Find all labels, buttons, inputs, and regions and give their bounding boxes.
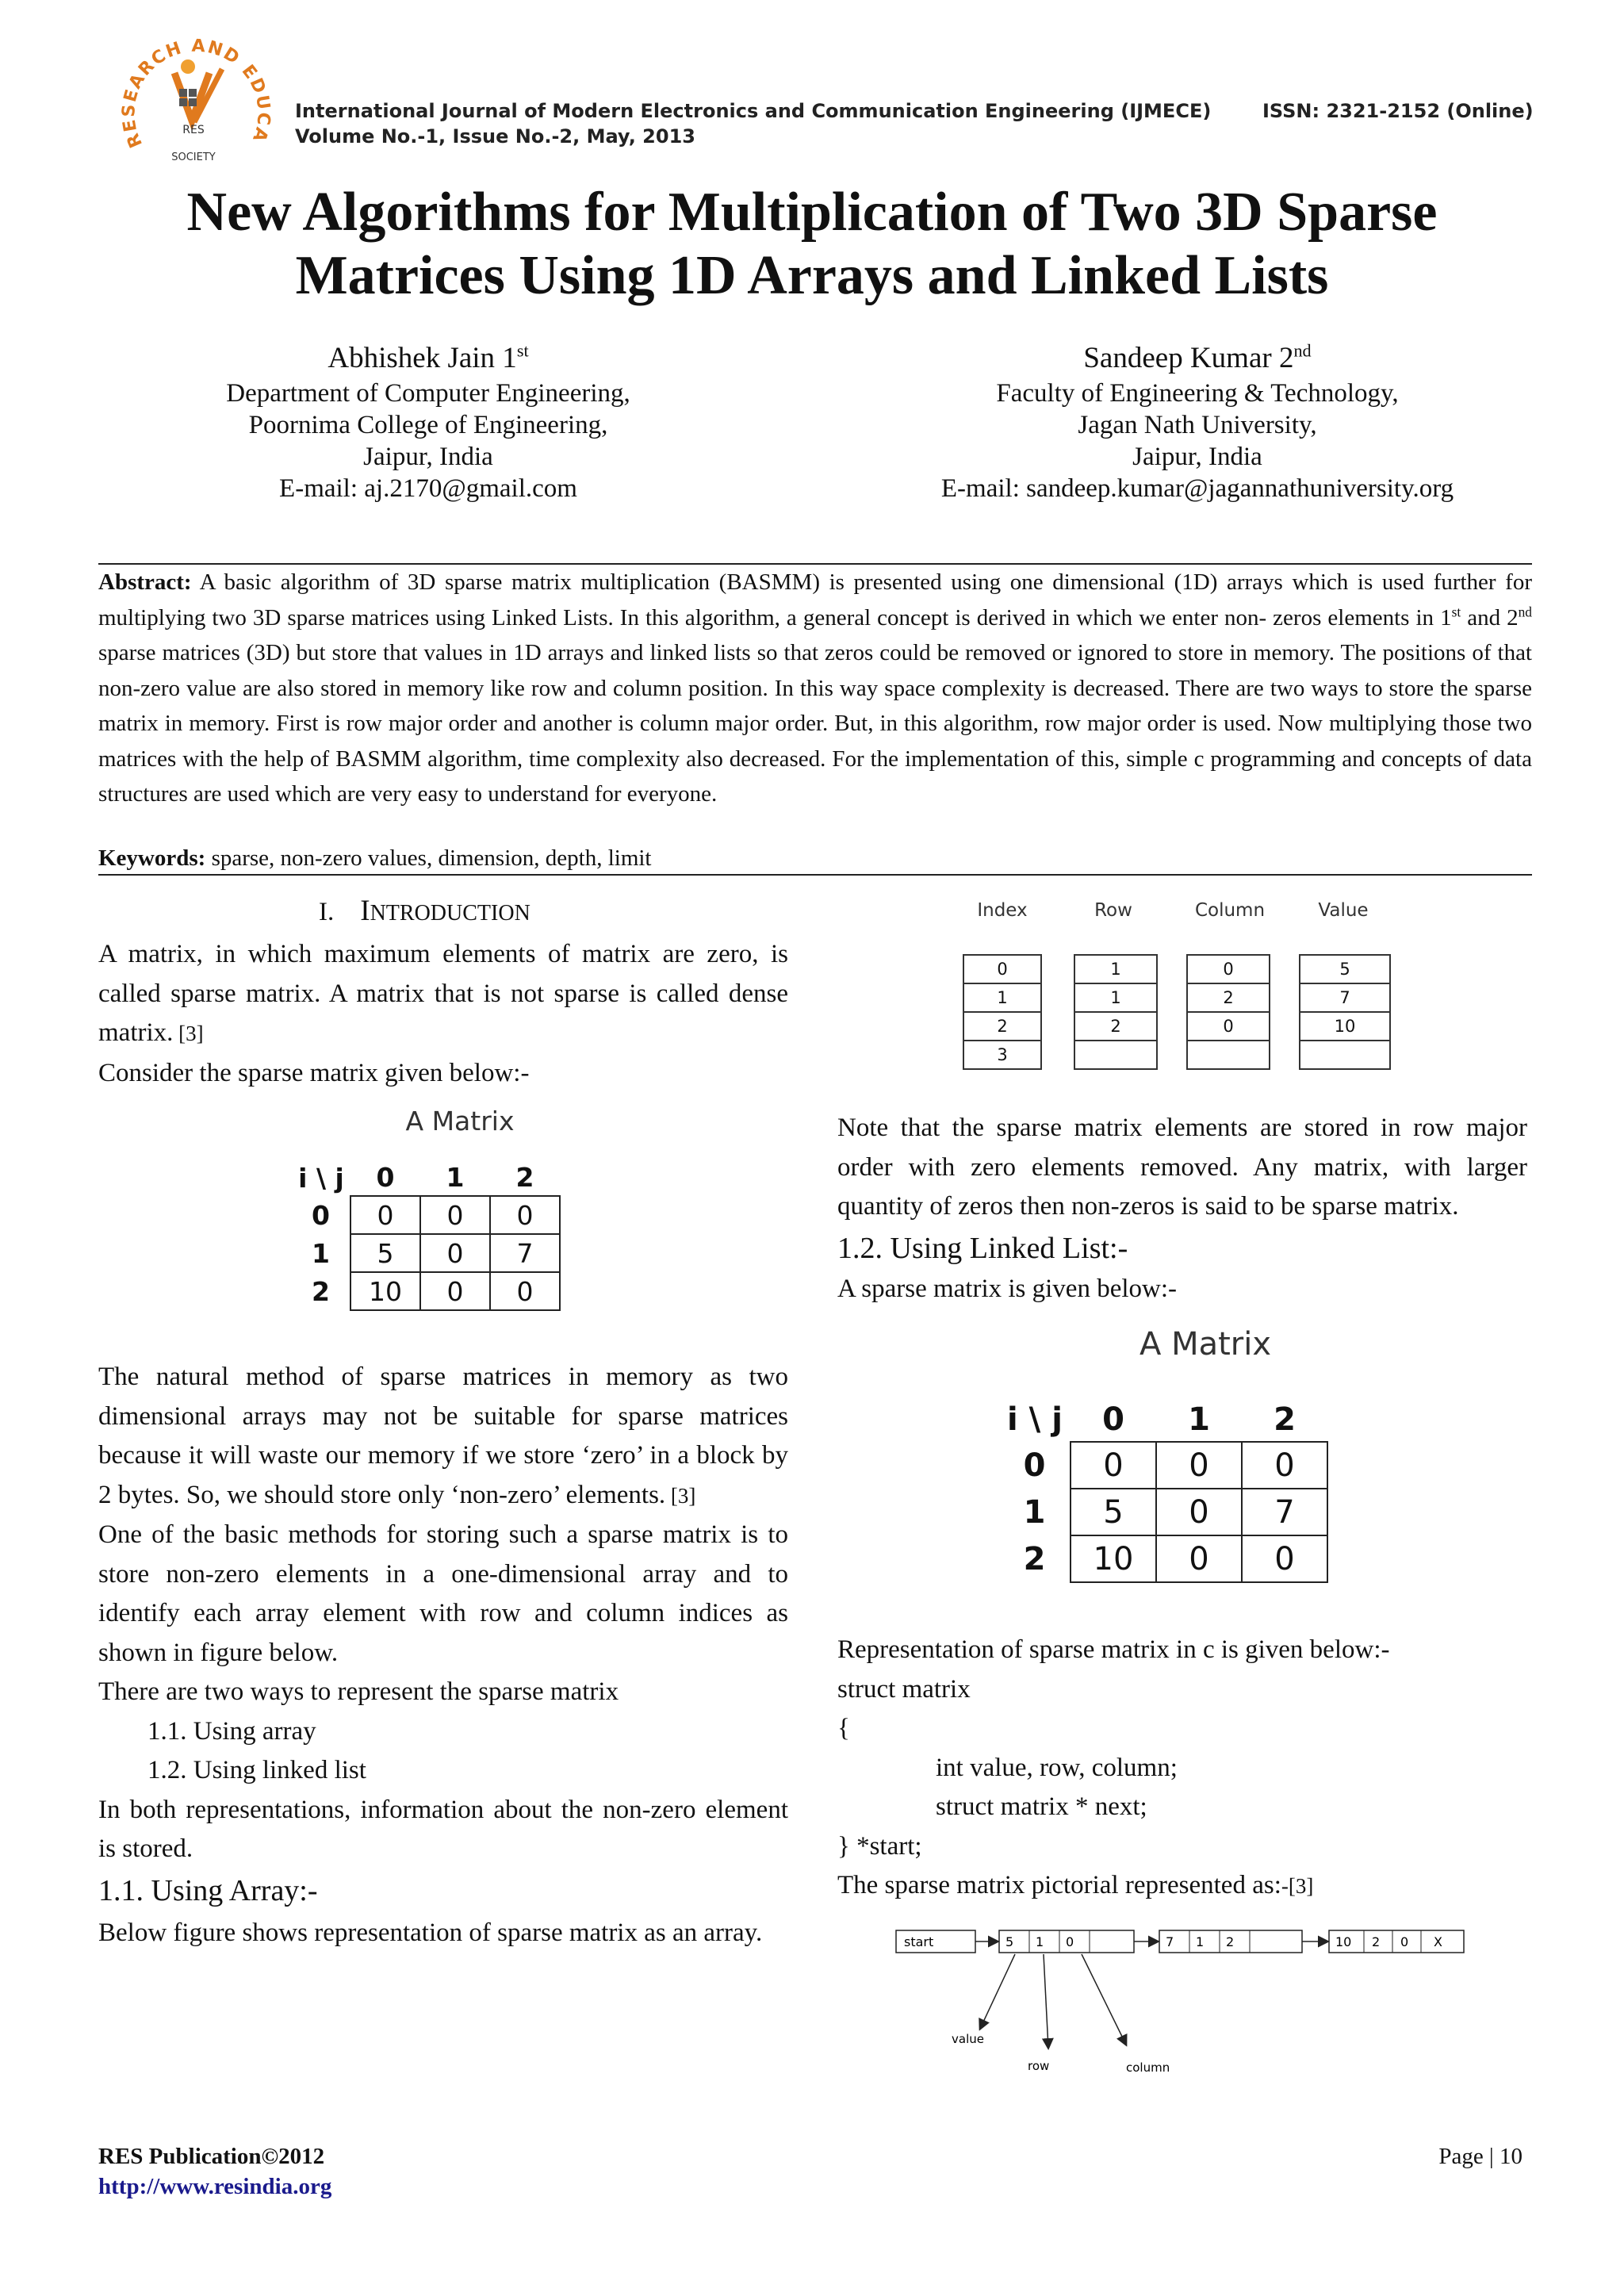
logo-sub: SOCIETY bbox=[171, 151, 216, 163]
matrix-cell: 7 bbox=[1242, 1489, 1327, 1535]
value-label: value bbox=[952, 2032, 984, 2046]
array-cell bbox=[1075, 1041, 1156, 1068]
array-header: Index bbox=[977, 900, 1028, 921]
array-cell: 2 bbox=[964, 1013, 1040, 1041]
intro-heading-rest: NTRODUCTION bbox=[370, 901, 530, 926]
matrix-col-header: 0 bbox=[376, 1162, 395, 1193]
array-cell: 1 bbox=[964, 984, 1040, 1013]
author-2 bbox=[872, 339, 1522, 504]
matrix-row-header: 2 bbox=[1023, 1540, 1046, 1577]
right-column-lower bbox=[837, 1631, 1527, 1907]
author-1-name bbox=[127, 339, 730, 378]
node-column: 0 bbox=[1400, 1934, 1409, 1949]
array-cell: 1 bbox=[1075, 956, 1156, 984]
matrix-col-header: 2 bbox=[515, 1162, 534, 1193]
footer-url[interactable] bbox=[98, 2171, 331, 2202]
left-matrix bbox=[292, 1159, 561, 1311]
node-row: 2 bbox=[1372, 1934, 1381, 1949]
matrix-cell: 10 bbox=[1071, 1535, 1156, 1582]
abstract-sup-2: nd bbox=[1518, 603, 1532, 619]
intro-ref-1: [3] bbox=[173, 1022, 204, 1045]
author-2-name-text: Sandeep Kumar 2 bbox=[1083, 342, 1294, 374]
node-column: 0 bbox=[1066, 1934, 1074, 1949]
intro-heading-initial: I bbox=[360, 895, 370, 927]
matrix-col-header: 0 bbox=[1102, 1401, 1124, 1438]
matrix-cell: 0 bbox=[1156, 1535, 1242, 1582]
author-2-email: E-mail: sandeep.kumar@jagannathuniversity.org bbox=[940, 474, 1454, 503]
section-heading-linked-list: 1.2. Using Linked List:- bbox=[837, 1231, 1128, 1265]
logo-res: RES bbox=[182, 124, 205, 136]
footer-publication: RES Publication©2012 bbox=[98, 2144, 325, 2169]
row-label: row bbox=[1028, 2059, 1050, 2073]
array-cell: 2 bbox=[1075, 1013, 1156, 1041]
array-cell bbox=[1300, 1041, 1389, 1068]
matrix-cell: 0 bbox=[1242, 1442, 1327, 1489]
code-line: struct matrix bbox=[837, 1674, 971, 1704]
matrix-corner: i \ j bbox=[1007, 1401, 1063, 1438]
matrix-cell: 0 bbox=[490, 1196, 560, 1234]
array-row-box bbox=[1074, 954, 1158, 1070]
array-cell: 0 bbox=[1188, 1013, 1269, 1041]
node-value: 5 bbox=[1005, 1934, 1014, 1949]
matrix-cell: 0 bbox=[1071, 1442, 1156, 1489]
intro-para-7: Below figure shows representation of sparse matrix as an array. bbox=[98, 1918, 763, 1947]
node-row: 1 bbox=[1036, 1934, 1044, 1949]
matrix-cell: 10 bbox=[350, 1272, 420, 1310]
matrix-row bbox=[292, 1272, 560, 1310]
node-value: 10 bbox=[1335, 1934, 1352, 1949]
right-para-2: A sparse matrix is given below:- bbox=[837, 1274, 1178, 1303]
paper-title bbox=[0, 181, 1624, 308]
code-line: } *start; bbox=[837, 1831, 922, 1861]
matrix-row-header: 0 bbox=[312, 1199, 330, 1231]
keywords bbox=[98, 842, 652, 874]
author-1-city: Jaipur, India bbox=[363, 443, 493, 471]
intro-para-3 bbox=[98, 1358, 788, 1516]
array-index-box bbox=[963, 954, 1042, 1070]
journal-issn: ISSN: 2321-2152 (Online) bbox=[1262, 100, 1534, 122]
node-row: 1 bbox=[1196, 1934, 1205, 1949]
author-2-sup: nd bbox=[1293, 340, 1312, 361]
author-1-sup: st bbox=[516, 340, 529, 361]
array-header: Row bbox=[1094, 900, 1132, 921]
matrix-cell: 5 bbox=[350, 1234, 420, 1272]
logo-arc-text: RESEARCH AND EDUCA bbox=[119, 36, 274, 151]
array-column-box bbox=[1186, 954, 1270, 1070]
intro-heading bbox=[98, 891, 788, 933]
matrix-cell: 0 bbox=[350, 1196, 420, 1234]
list-node bbox=[1159, 1930, 1302, 1953]
matrix-cell: 0 bbox=[420, 1234, 490, 1272]
matrix-header-row bbox=[999, 1397, 1327, 1442]
start-label: start bbox=[904, 1934, 934, 1949]
keywords-label: Keywords: bbox=[98, 845, 206, 871]
author-2-name bbox=[872, 339, 1522, 378]
column-label: column bbox=[1126, 2060, 1170, 2075]
matrix-cell: 0 bbox=[1156, 1442, 1242, 1489]
matrix-row bbox=[292, 1234, 560, 1272]
author-2-inst: Jagan Nath University, bbox=[1078, 411, 1317, 439]
right-para-3: Representation of sparse matrix in c is given below:- bbox=[837, 1635, 1390, 1664]
array-cell: 10 bbox=[1300, 1013, 1389, 1041]
footer-page-number: Page | 10 bbox=[1438, 2144, 1522, 2169]
author-2-city: Jaipur, India bbox=[1132, 443, 1262, 471]
null-pointer: X bbox=[1434, 1934, 1442, 1949]
matrix-cell: 0 bbox=[420, 1196, 490, 1234]
title-line-2: Matrices Using 1D Arrays and Linked Lists bbox=[295, 245, 1329, 306]
matrix-row-header: 1 bbox=[312, 1237, 330, 1269]
array-cell bbox=[1188, 1041, 1269, 1068]
matrix-cell: 0 bbox=[420, 1272, 490, 1310]
array-cell: 7 bbox=[1300, 984, 1389, 1013]
right-matrix bbox=[999, 1397, 1328, 1583]
journal-name: International Journal of Modern Electronics and Communication Engineering (IJMECE) bbox=[295, 100, 1212, 122]
array-value-box bbox=[1299, 954, 1391, 1070]
array-header: Column bbox=[1194, 900, 1266, 921]
linked-list-figure bbox=[888, 1919, 1475, 2094]
matrix-cell: 5 bbox=[1071, 1489, 1156, 1535]
array-cell: 1 bbox=[1075, 984, 1156, 1013]
matrix-row bbox=[999, 1442, 1327, 1489]
matrix-row bbox=[292, 1196, 560, 1234]
node-column: 2 bbox=[1226, 1934, 1235, 1949]
abstract-text-1: A basic algorithm of 3D sparse matrix multiplication (BASMM) is presented using one dimensional (1D) arrays which is used further for multiplying two 3D sparse matrices using Linked Lists. In this algorithm, a general concept is derived in which we enter non- zeros elements in 1 bbox=[98, 569, 1532, 631]
author-2-dept: Faculty of Engineering & Technology, bbox=[996, 379, 1399, 408]
array-cell: 2 bbox=[1188, 984, 1269, 1013]
intro-heading-num: I. bbox=[319, 898, 335, 926]
abstract bbox=[98, 565, 1532, 812]
matrix-col-header: 1 bbox=[446, 1162, 465, 1193]
section-heading-array: 1.1. Using Array:- bbox=[98, 1873, 318, 1907]
right-matrix-title: A Matrix bbox=[1139, 1326, 1271, 1363]
code-line: struct matrix * next; bbox=[936, 1792, 1147, 1821]
matrix-header-row bbox=[292, 1159, 560, 1196]
matrix-cell: 0 bbox=[1242, 1535, 1327, 1582]
abstract-text-2: and 2 bbox=[1461, 604, 1519, 631]
list-node bbox=[999, 1930, 1134, 1953]
intro-para-5: There are two ways to represent the sparse matrix bbox=[98, 1677, 619, 1706]
intro-para-6: In both representations, information about the non-zero element is stored. bbox=[98, 1795, 788, 1863]
left-matrix-title: A Matrix bbox=[405, 1106, 515, 1137]
column-pointer-arrow bbox=[1082, 1954, 1126, 2045]
author-1-inst: Poornima College of Engineering, bbox=[248, 411, 608, 439]
matrix-cell: 0 bbox=[1156, 1489, 1242, 1535]
matrix-col-header: 1 bbox=[1188, 1401, 1210, 1438]
title-line-1: New Algorithms for Multiplication of Two 3D Sparse bbox=[186, 182, 1438, 243]
right-column bbox=[837, 1109, 1527, 1309]
list-item: 1.1. Using array bbox=[147, 1716, 316, 1746]
matrix-row-header: 1 bbox=[1023, 1493, 1046, 1531]
journal-logo bbox=[111, 25, 278, 170]
array-cell: 5 bbox=[1300, 956, 1389, 984]
right-ref-4: -[3] bbox=[1281, 1874, 1314, 1898]
abstract-text-3: sparse matrices (3D) but store that values in 1D arrays and linked lists so that zeros could be removed or ignored to store in memory. The positions of that non-zero value are also stored in memory like row and column position. In this way space complexity is decreased. There are two ways to store the sparse matrix in memory. First is row major order and another is column major order. But, in this algorithm, row major order is used. Now multiplying those two matrices with the help of BASMM algorithm, time complexity also decreased. For the implementation of this, simple c programming and concepts of data structures are used which are very easy to understand for everyone. bbox=[98, 640, 1532, 807]
array-cell: 0 bbox=[964, 956, 1040, 984]
author-1-name-text: Abhishek Jain 1 bbox=[327, 342, 517, 374]
journal-volume: Volume No.-1, Issue No.-2, May, 2013 bbox=[295, 125, 695, 148]
right-para-1: Note that the sparse matrix elements are stored in row major order with zero elements removed. Any matrix, with larger quantity of zeros then non-zeros is said to be sparse matrix. bbox=[837, 1114, 1527, 1221]
footer-link[interactable]: http://www.resindia.org bbox=[98, 2174, 332, 2199]
row-pointer-arrow bbox=[1044, 1954, 1048, 2048]
list-item: 1.2. Using linked list bbox=[147, 1756, 366, 1784]
matrix-row-header: 2 bbox=[312, 1275, 330, 1307]
keywords-bottom-rule bbox=[98, 874, 1532, 876]
matrix-cell: 7 bbox=[490, 1234, 560, 1272]
matrix-corner: i \ j bbox=[298, 1162, 344, 1194]
array-cell: 0 bbox=[1188, 956, 1269, 984]
intro-ref-3: [3] bbox=[665, 1483, 696, 1508]
author-1 bbox=[127, 339, 730, 504]
intro-para-1-text: A matrix, in which maximum elements of matrix are zero, is called sparse matrix. A matrix that is not sparse is called dense matrix. bbox=[98, 940, 788, 1047]
intro-para-4: One of the basic methods for storing such a sparse matrix is to store non-zero elements in a one-dimensional array and to identify each array element with row and column indices as shown in figure below. bbox=[98, 1520, 788, 1667]
author-1-email: E-mail: aj.2170@gmail.com bbox=[279, 474, 577, 503]
intro-para-2: Consider the sparse matrix given below:- bbox=[98, 1058, 530, 1087]
matrix-cell: 0 bbox=[490, 1272, 560, 1310]
matrix-row bbox=[999, 1535, 1327, 1582]
value-pointer-arrow bbox=[980, 1954, 1015, 2029]
code-line: int value, row, column; bbox=[936, 1753, 1178, 1782]
matrix-col-header: 2 bbox=[1274, 1401, 1296, 1438]
array-cell: 3 bbox=[997, 1045, 1008, 1064]
matrix-row-header: 0 bbox=[1023, 1447, 1046, 1484]
abstract-label: Abstract: bbox=[98, 569, 192, 595]
code-line: { bbox=[837, 1714, 850, 1742]
intro-para-3-text: The natural method of sparse matrices in memory as two dimensional arrays may not be suitable for sparse matrices because it will waste our memory if we store ‘zero’ in a block by 2 bytes. So, we should store only ‘non-zero’ elements. bbox=[98, 1363, 788, 1509]
matrix-row bbox=[999, 1489, 1327, 1535]
list-node bbox=[1329, 1930, 1464, 1953]
right-para-4 bbox=[837, 1866, 1527, 1907]
abstract-sup-1: st bbox=[1451, 603, 1461, 619]
author-1-dept: Department of Computer Engineering, bbox=[226, 379, 630, 408]
left-column bbox=[98, 891, 788, 1093]
intro-para-1 bbox=[98, 935, 788, 1054]
node-value: 7 bbox=[1166, 1934, 1174, 1949]
left-column-lower bbox=[98, 1358, 788, 1953]
keywords-text: sparse, non-zero values, dimension, depth, limit bbox=[205, 845, 652, 871]
array-header: Value bbox=[1318, 900, 1369, 921]
right-para-4-text: The sparse matrix pictorial represented as: bbox=[837, 1871, 1281, 1899]
